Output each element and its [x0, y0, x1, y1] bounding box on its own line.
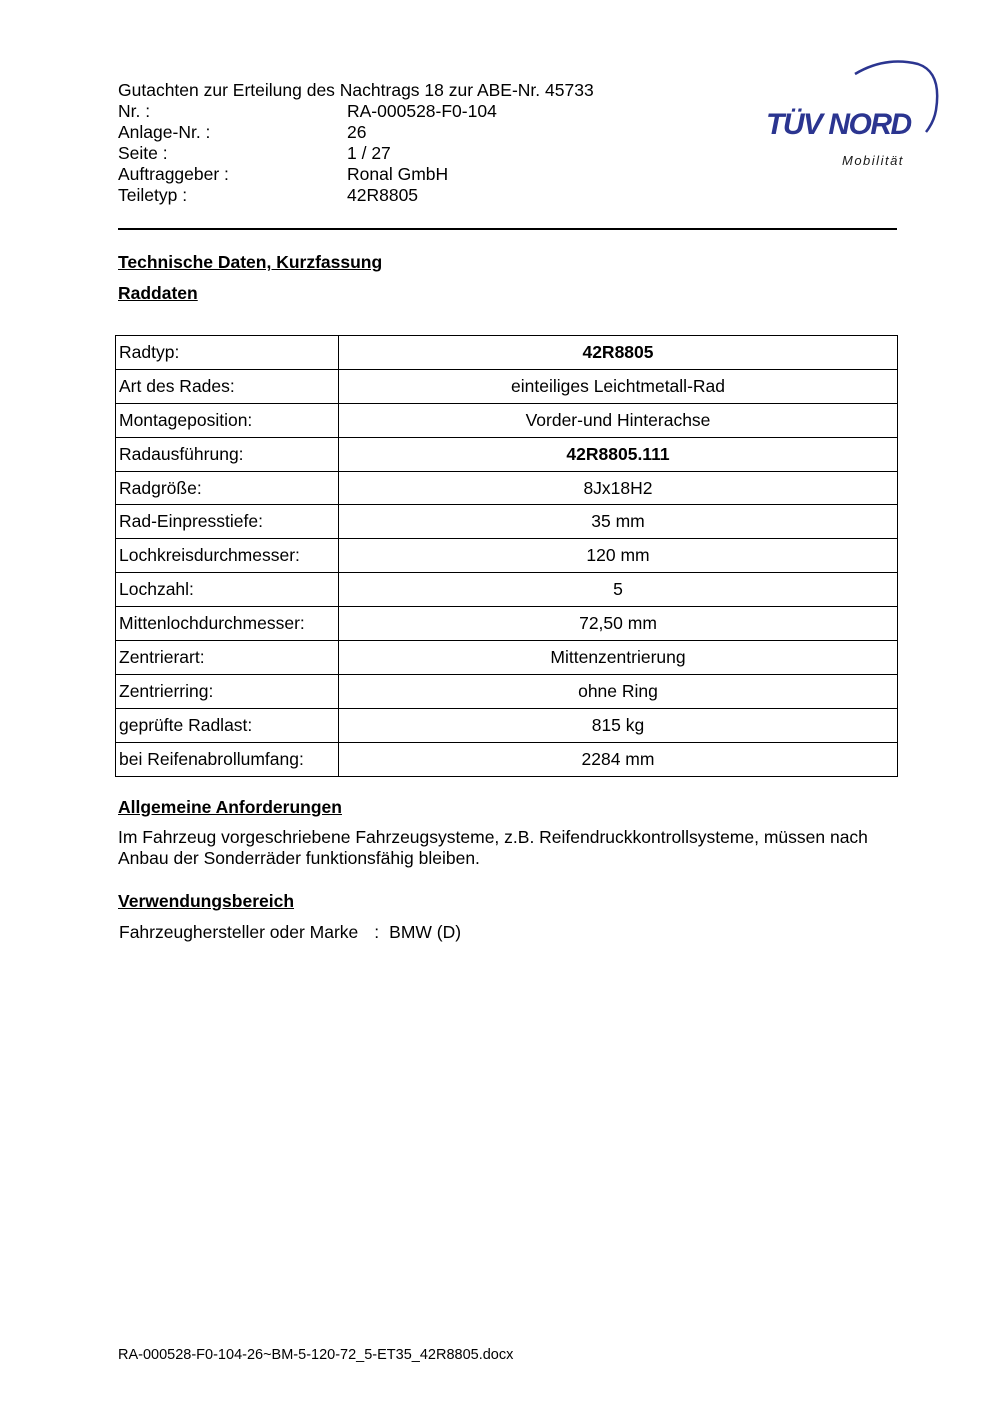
row-key: Radgröße:	[116, 471, 339, 505]
table-row	[116, 607, 898, 641]
row-value: 42R8805.111	[339, 437, 898, 471]
table-row	[116, 471, 898, 505]
header-value: 42R8805	[347, 185, 419, 205]
table-row	[116, 403, 898, 437]
header-row-teiletyp	[118, 185, 594, 206]
row-value: 35 mm	[339, 505, 898, 539]
raddaten-table	[115, 335, 898, 777]
row-value: 42R8805	[339, 336, 898, 370]
table-row	[116, 369, 898, 403]
verwendung-label: Fahrzeughersteller oder Marke	[119, 922, 359, 942]
row-value: 2284 mm	[339, 742, 898, 776]
table-row	[116, 336, 898, 370]
row-key: Mittenlochdurchmesser:	[116, 607, 339, 641]
header-row-seite	[118, 143, 594, 164]
header-label: Anlage-Nr. :	[118, 122, 211, 142]
table-row	[116, 573, 898, 607]
row-key: Lochkreisdurchmesser:	[116, 539, 339, 573]
header-row-nr	[118, 101, 594, 122]
verwendung-title: Verwendungsbereich	[118, 891, 295, 911]
row-key: Zentrierart:	[116, 641, 339, 675]
header-value: 1 / 27	[347, 143, 391, 163]
logo-sub-text: Mobilität	[842, 153, 904, 168]
table-row	[116, 641, 898, 675]
row-value: Vorder-und Hinterachse	[339, 403, 898, 437]
logo-brand-text: TÜV NORD	[766, 108, 911, 141]
header-label: Seite :	[118, 143, 168, 163]
header-row-anlage	[118, 122, 594, 143]
row-key: Art des Rades:	[116, 369, 339, 403]
table-row	[116, 437, 898, 471]
row-key: bei Reifenabrollumfang:	[116, 742, 339, 776]
row-key: Lochzahl:	[116, 573, 339, 607]
section-title: Technische Daten, Kurzfassung	[118, 252, 383, 272]
table-row	[116, 539, 898, 573]
row-value: 72,50 mm	[339, 607, 898, 641]
table-row	[116, 505, 898, 539]
header-value: RA-000528-F0-104	[347, 101, 497, 121]
header-row-auftraggeber	[118, 164, 594, 185]
row-key: Zentrierring:	[116, 674, 339, 708]
header-rule	[118, 228, 897, 230]
row-key: Rad-Einpresstiefe:	[116, 505, 339, 539]
anforderungen-text: Im Fahrzeug vorgeschriebene Fahrzeugsysteme, z.B. Reifendruckkontrollsysteme, müssen nach Anbau der Sonderräder funktionsfähig bleiben.	[118, 827, 868, 868]
header-label: Auftraggeber :	[118, 164, 229, 184]
row-key: geprüfte Radlast:	[116, 708, 339, 742]
row-value: 815 kg	[339, 708, 898, 742]
row-key: Montageposition:	[116, 403, 339, 437]
verwendung-value: BMW (D)	[389, 922, 462, 942]
footer-filename: RA-000528-F0-104-26~BM-5-120-72_5-ET35_42R8805.docx	[118, 1347, 514, 1363]
table-row	[116, 674, 898, 708]
table-row	[116, 742, 898, 776]
row-value: einteiliges Leichtmetall-Rad	[339, 369, 898, 403]
row-key: Radausführung:	[116, 437, 339, 471]
row-value: Mittenzentrierung	[339, 641, 898, 675]
row-key: Radtyp:	[116, 336, 339, 370]
row-value: 120 mm	[339, 539, 898, 573]
row-value: ohne Ring	[339, 674, 898, 708]
verwendung-separator: :	[374, 922, 380, 942]
document-header	[118, 80, 594, 206]
header-value: 26	[347, 122, 367, 142]
anforderungen-title: Allgemeine Anforderungen	[118, 797, 342, 817]
raddaten-title: Raddaten	[118, 283, 198, 303]
table-row	[116, 708, 898, 742]
header-title: Gutachten zur Erteilung des Nachtrags 18 zur ABE-Nr. 45733	[118, 80, 594, 100]
tuv-nord-logo	[760, 58, 940, 178]
row-value: 8Jx18H2	[339, 471, 898, 505]
header-label: Nr. :	[118, 101, 151, 121]
header-value: Ronal GmbH	[347, 164, 449, 184]
verwendung-row	[119, 922, 461, 943]
row-value: 5	[339, 573, 898, 607]
header-label: Teiletyp :	[118, 185, 188, 205]
